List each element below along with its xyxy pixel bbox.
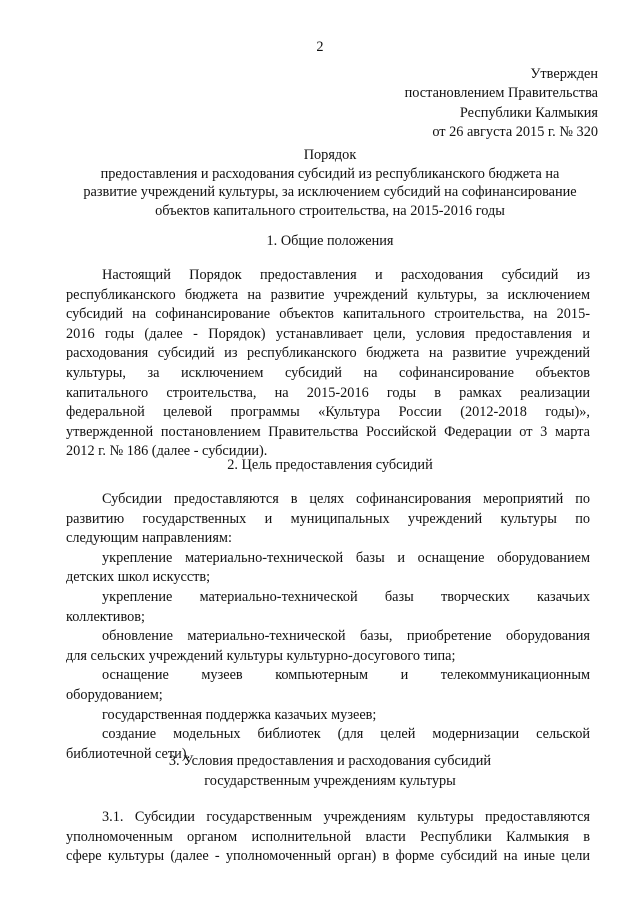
paragraph-line: субсидий на софинансирование объектов капитального строительства, на 2015- (66, 306, 590, 323)
paragraph-line: расходования субсидий из республиканского бюджета на развитие учреждений (66, 345, 590, 362)
paragraph-line: Настоящий Порядок предоставления и расходования субсидий из (102, 267, 590, 283)
paragraph-line: 2016 годы (далее - Порядок) устанавливает цели, условия предоставления и (66, 325, 590, 342)
section-heading-text: 1. Общие положения (266, 233, 394, 249)
paragraph-line: республиканского бюджета на развитие учреждений культуры, за исключением (66, 286, 590, 303)
title-word: Порядок (303, 147, 357, 163)
paragraph-line: следующим направлениям: (66, 530, 232, 547)
section-2-paragraph (66, 490, 590, 764)
paragraph-line: утвержденной постановлением Правительства Российской Федерации от 3 марта (66, 423, 590, 440)
list-item-line: создание модельных библиотек (для целей модернизации сельской (102, 726, 590, 743)
approval-line: Республики Калмыкия (459, 104, 598, 121)
section-3-heading (60, 752, 600, 791)
section-heading-text: 2. Цель предоставления субсидий (227, 457, 433, 473)
list-item-line: оборудованием; (66, 686, 163, 703)
paragraph-line: 3.1. Субсидии государственным учреждениям культуры предоставляются (102, 809, 590, 825)
page-number: 2 (316, 39, 324, 55)
approval-line: Утвержден (530, 66, 598, 82)
title-line: развитие учреждений культуры, за исключением субсидий на софинансирование (83, 184, 577, 200)
section-heading-text: 3. Условия предоставления и расходования субсидий (168, 753, 492, 769)
list-item-line: обновление материально-технической базы, приобретение оборудования (102, 628, 590, 645)
title-line: предоставления и расходования субсидий из республиканского бюджета на (100, 165, 560, 182)
approval-line: постановлением Правительства (404, 85, 598, 102)
list-item-line: укрепление материально-технической базы творческих казачьих (102, 588, 590, 605)
title-line: объектов капитального строительства, на 2015-2016 годы (155, 202, 505, 219)
section-2-heading (60, 456, 600, 476)
list-item-line: государственная поддержка казачьих музеев; (102, 706, 377, 723)
approval-stamp (405, 65, 598, 143)
list-item-line: для сельских учреждений культуры культурно-досугового типа; (66, 647, 456, 664)
paragraph-line: уполномоченным органом исполнительной власти Республики Калмыкия в (66, 828, 590, 845)
list-item-line: детских школ искусств; (66, 569, 211, 586)
section-1-heading (60, 232, 600, 252)
list-item-line: укрепление материально-технической базы и оснащение оборудованием (102, 549, 590, 566)
section-1-paragraph (66, 266, 590, 462)
section-3-paragraph (66, 808, 590, 867)
list-item-line: библиотечной сети). (66, 745, 191, 762)
document-title (60, 146, 600, 220)
paragraph-line: федеральной целевой программы «Культура России (2012-2018 годы)», (66, 404, 590, 421)
approval-line: от 26 августа 2015 г. № 320 (432, 124, 598, 141)
paragraph-line: сфере культуры (далее - уполномоченный орган) в форме субсидий на иные цели (66, 848, 590, 865)
paragraph-line: 2012 г. № 186 (далее - субсидии). (66, 443, 268, 460)
paragraph-line: Субсидии предоставляются в целях софинансирования мероприятий по (102, 491, 590, 507)
paragraph-line: развитию государственных и муниципальных учреждений культуры по (66, 510, 590, 527)
section-heading-text: государственным учреждениям культуры (204, 772, 456, 789)
paragraph-line: культуры, за исключением субсидий на софинансирование объектов (66, 364, 590, 381)
list-item-line: коллективов; (66, 608, 145, 625)
list-item-line: оснащение музеев компьютерным и телекоммуникационным (102, 667, 590, 684)
paragraph-line: капитального строительства, на 2015-2016 годы в рамках реализации (66, 384, 590, 401)
